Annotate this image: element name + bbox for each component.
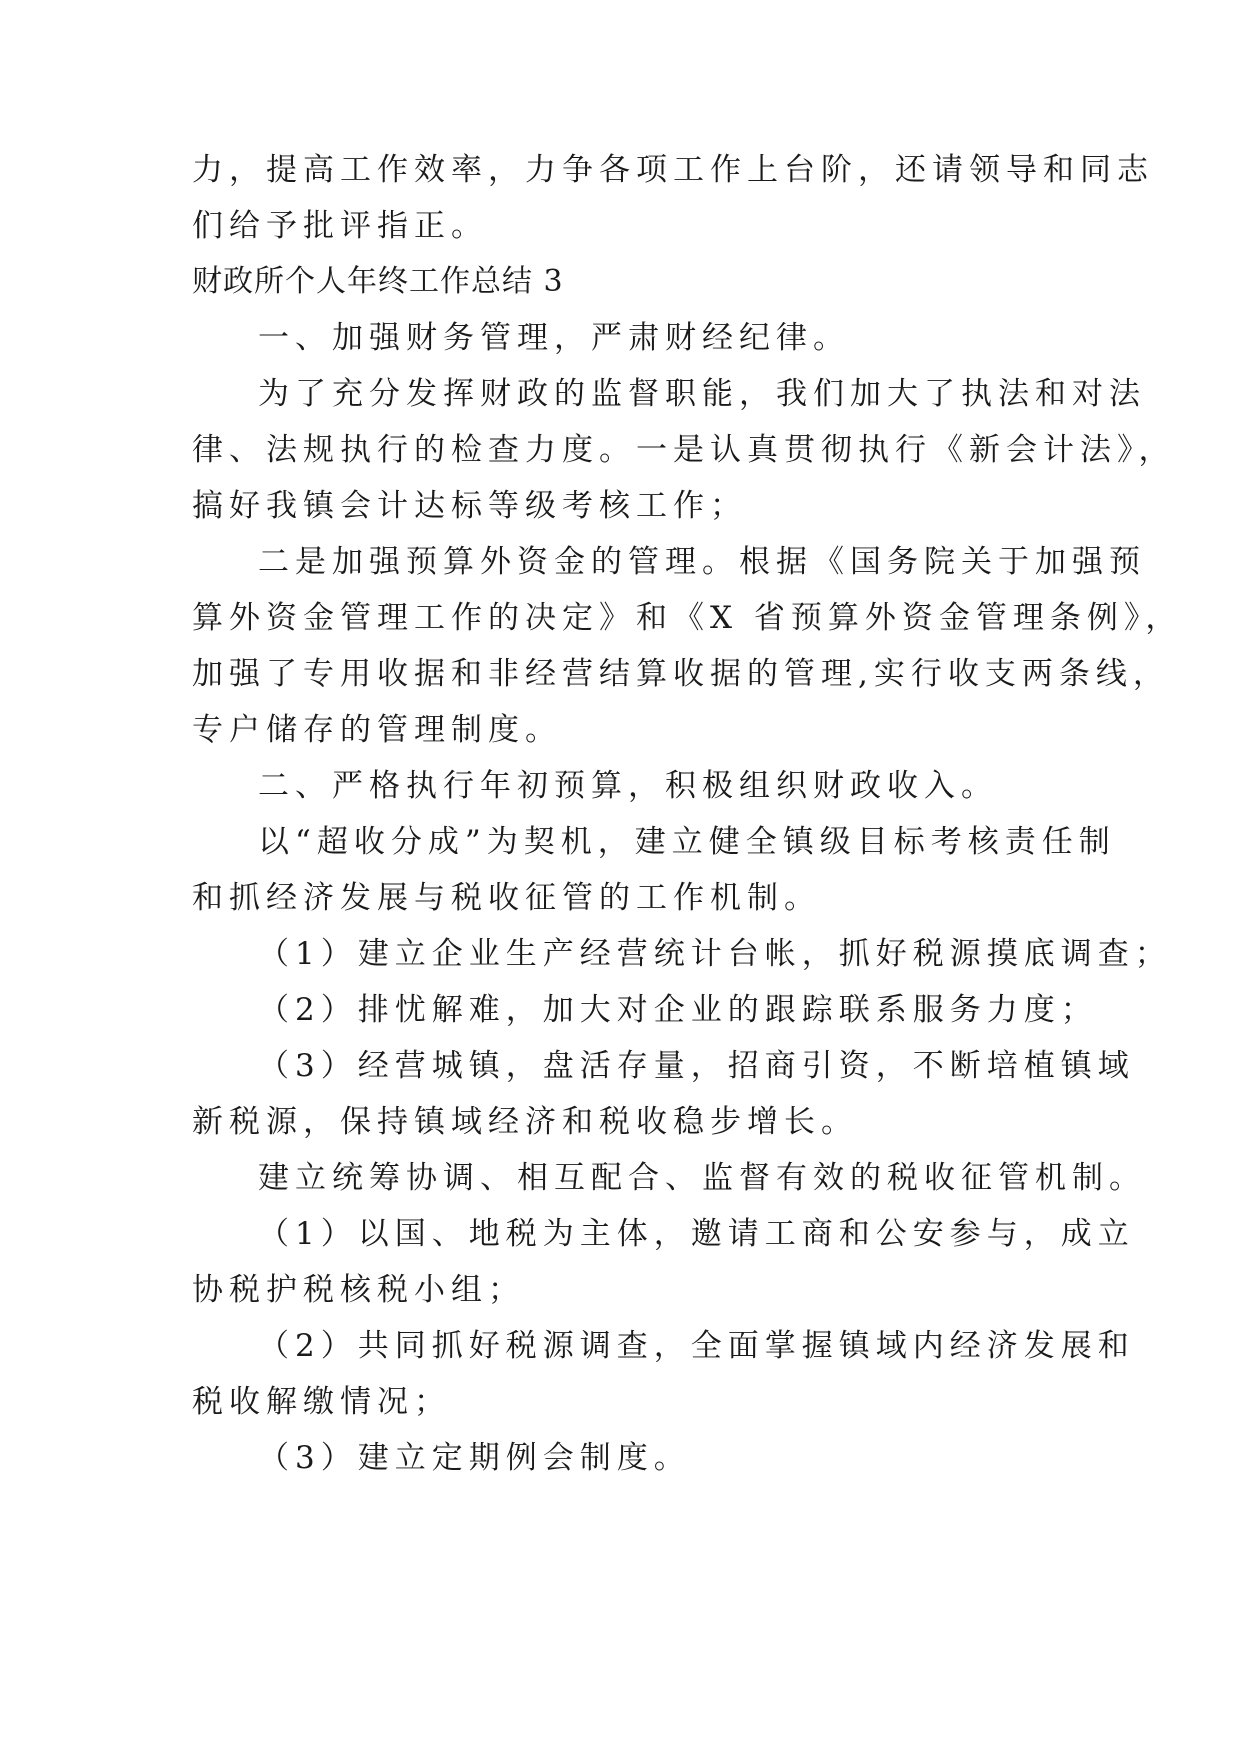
section-heading: 一、加强财务管理，严肃财经纪律。: [258, 320, 850, 356]
section-title: 财政所个人年终工作总结 3: [192, 264, 564, 299]
text-line: 二是加强预算外资金的管理。根据《国务院关于加强预: [258, 544, 1146, 580]
text-line: 为了充分发挥财政的监督职能，我们加大了执法和对法: [258, 376, 1146, 412]
list-item: （3）经营城镇，盘活存量，招商引资，不断培植镇域: [258, 1048, 1135, 1084]
list-item: （2）共同抓好税源调查，全面掌握镇域内经济发展和: [258, 1328, 1135, 1364]
text-line: 加强了专用收据和非经营结算收据的管理,实行收支两条线，: [192, 656, 1170, 692]
list-item: （1）以国、地税为主体，邀请工商和公安参与，成立: [258, 1216, 1135, 1252]
list-item: （2）排忧解难，加大对企业的跟踪联系服务力度；: [258, 992, 1098, 1028]
section-heading: 二、严格执行年初预算，积极组织财政收入。: [258, 768, 998, 804]
text-line: 建立统筹协调、相互配合、监督有效的税收征管机制。: [258, 1160, 1146, 1196]
text-line: 税收解缴情况；: [192, 1384, 451, 1420]
text-line: 们给予批评指正。: [192, 208, 488, 244]
text-line: 律、法规执行的检查力度。一是认真贯彻执行《新会计法》，: [192, 432, 1176, 468]
text-line: 搞好我镇会计达标等级考核工作；: [192, 488, 747, 524]
text-line: 以“超收分成”为契机，建立健全镇级目标考核责任制: [258, 824, 1116, 860]
text-line: 专户储存的管理制度。: [192, 712, 562, 748]
text-line: 协税护税核税小组；: [192, 1272, 525, 1308]
text-line: 算外资金管理工作的决定》和《X 省预算外资金管理条例》，: [192, 600, 1183, 636]
list-item: （1）建立企业生产经营统计台帐，抓好税源摸底调查；: [258, 936, 1172, 972]
text-line: 和抓经济发展与税收征管的工作机制。: [192, 880, 821, 916]
text-line: 新税源，保持镇域经济和税收稳步增长。: [192, 1104, 858, 1140]
text-line: 力，提高工作效率，力争各项工作上台阶，还请领导和同志: [192, 152, 1154, 188]
list-item: （3）建立定期例会制度。: [258, 1440, 691, 1476]
